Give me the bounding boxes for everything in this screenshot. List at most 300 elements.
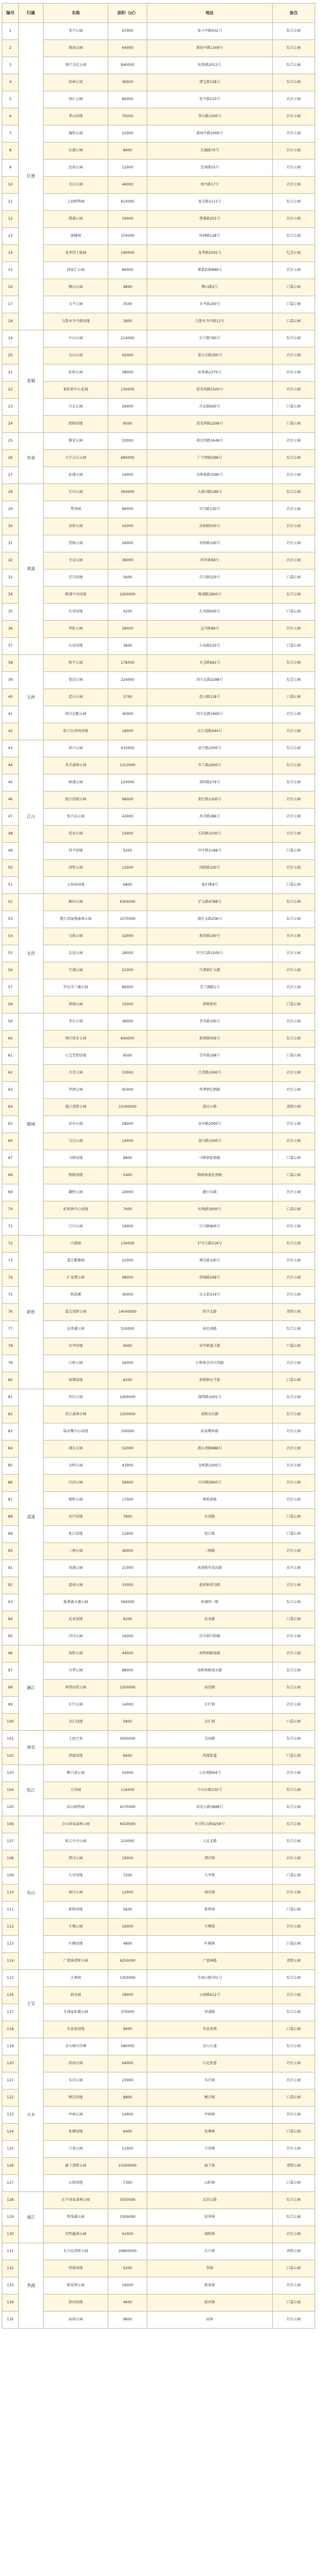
cell-address: 吕巷镇 — [147, 2141, 273, 2158]
cell-name: 鲁迅公园 — [44, 672, 108, 689]
cell-name: 亭林公园 — [44, 2107, 108, 2124]
cell-number: 65 — [2, 1116, 19, 1133]
cell-address: 东江湾路444号 — [147, 723, 273, 740]
table-row — [2, 2226, 315, 2243]
cell-area: 130000 — [108, 382, 147, 399]
cell-area: 42000 — [108, 518, 147, 535]
cell-address: 山阳镇 — [147, 2175, 273, 2192]
cell-number: 78 — [2, 1338, 19, 1355]
cell-area: 5200 — [108, 843, 147, 860]
cell-area: 22000 — [108, 1253, 147, 1270]
table-row — [2, 108, 315, 125]
cell-note: 口袋公园 — [273, 1611, 315, 1628]
cell-area: 26000 — [108, 1355, 147, 1372]
cell-district: 红莲 — [19, 23, 44, 330]
cell-name: 新江湾城公园 — [44, 792, 108, 809]
cell-address: 朱泾镇 — [147, 2072, 273, 2090]
cell-name: 车墩公园 — [44, 1919, 108, 1936]
cell-note: 社区公园 — [273, 501, 315, 518]
cell-name: 张江绿地 — [44, 1526, 108, 1543]
cell-name: 川沙公园 — [44, 1475, 108, 1492]
cell-address: 城桥镇 — [147, 2226, 273, 2243]
cell-name: 洞泾公园 — [44, 1885, 108, 1902]
cell-area: 12000 — [108, 1885, 147, 1902]
cell-number: 79 — [2, 1355, 19, 1372]
cell-number: 71 — [2, 1219, 19, 1236]
cell-name: 凯桥绿地 — [44, 416, 108, 433]
cell-area: 214000 — [108, 330, 147, 347]
cell-name: 石泉绿地 — [44, 638, 108, 655]
cell-address: 宛平路210号 — [147, 91, 273, 108]
cell-note: 综合公园 — [273, 757, 315, 774]
table-row — [2, 1184, 315, 1201]
cell-note: 综合公园 — [273, 2004, 315, 2021]
cell-note: 口袋公园 — [273, 877, 315, 894]
cell-area: 433000 — [108, 740, 147, 757]
cell-note: 口袋公园 — [273, 1150, 315, 1167]
cell-name: 乌鲁木齐中路绿地 — [44, 313, 108, 330]
cell-area: 9800 — [108, 2312, 147, 2329]
cell-address: 西渡街道 — [147, 1748, 273, 1765]
cell-name: 梅陇绿地 — [44, 1167, 108, 1184]
cell-number: 94 — [2, 1611, 19, 1628]
cell-name: 廊下郊野公园 — [44, 2158, 108, 2175]
cell-address: 三林路 — [147, 1543, 273, 1560]
cell-area: 36000 — [108, 1543, 147, 1560]
cell-number: 102 — [2, 1748, 19, 1765]
cell-note: 口袋公园 — [273, 689, 315, 706]
cell-area: 44000 — [108, 1645, 147, 1663]
cell-name: 浦江郊野公园 — [44, 1099, 108, 1116]
cell-note: 综合公园 — [273, 774, 315, 792]
cell-area: 810000 — [108, 194, 147, 211]
cell-address: 廊下镇 — [147, 2158, 273, 2175]
cell-address: 牡丹江路1500号 — [147, 945, 273, 962]
cell-area: 5800 — [108, 1714, 147, 1731]
table-row — [2, 2107, 315, 2124]
cell-number: 18 — [2, 313, 19, 330]
cell-area: 30000 — [108, 1287, 147, 1304]
cell-note: 社区公园 — [273, 723, 315, 740]
table-row — [2, 245, 315, 262]
cell-area: 6400 — [108, 2124, 147, 2141]
cell-address: 南桥镇解放路 — [147, 1645, 273, 1663]
cell-number: 104 — [2, 1782, 19, 1799]
cell-address: 金山大道 — [147, 2038, 273, 2055]
cell-area: 97000 — [108, 23, 147, 40]
cell-area: 88000 — [108, 1663, 147, 1680]
cell-area: 42000 — [108, 347, 147, 365]
cell-name: 古美公园 — [44, 1065, 108, 1082]
cell-number: 128 — [2, 2192, 19, 2209]
cell-number: 98 — [2, 1680, 19, 1697]
table-row — [2, 125, 315, 143]
cell-number: 119 — [2, 2038, 19, 2055]
cell-number: 108 — [2, 1850, 19, 1868]
cell-number: 73 — [2, 1253, 19, 1270]
cell-name: 衡山公园 — [44, 279, 108, 296]
cell-area: 130000 — [108, 1236, 147, 1253]
cell-address: 博乐路100号 — [147, 1253, 273, 1270]
cell-name: 和平公园 — [44, 655, 108, 672]
cell-number: 111 — [2, 1902, 19, 1919]
cell-note: 社区公园 — [273, 382, 315, 399]
table-row — [2, 996, 315, 1014]
cell-number: 66 — [2, 1133, 19, 1150]
cell-number: 106 — [2, 1816, 19, 1833]
cell-district: 东山 — [19, 1816, 44, 1970]
cell-address: 虹桥路2370号 — [147, 365, 273, 382]
cell-name: 上海植物园 — [44, 194, 108, 211]
cell-number: 68 — [2, 1167, 19, 1184]
cell-address: 洞泾镇 — [147, 1885, 273, 1902]
cell-area: 19000 — [108, 1219, 147, 1236]
cell-number: 116 — [2, 1987, 19, 2004]
cell-number: 10 — [2, 177, 19, 194]
table-row — [2, 1406, 315, 1423]
cell-area: 42000 — [108, 2226, 147, 2243]
cell-area: 86000 — [108, 262, 147, 279]
cell-note: 社区公园 — [273, 962, 315, 979]
cell-area: 86000 — [108, 501, 147, 518]
table-row — [2, 1885, 315, 1902]
cell-area: 32000 — [108, 928, 147, 945]
cell-note: 社区公园 — [273, 1253, 315, 1270]
table-row — [2, 296, 315, 313]
cell-note: 口袋公园 — [273, 2294, 315, 2312]
cell-address: 长寿路600号 — [147, 604, 273, 621]
cell-address: 锦绣路1001号 — [147, 1389, 273, 1406]
cell-area: 3500 — [108, 296, 147, 313]
cell-name: 霍山公园 — [44, 689, 108, 706]
cell-address: 志丹路88号 — [147, 621, 273, 638]
cell-number: 89 — [2, 1526, 19, 1543]
cell-area: 19000 — [108, 1850, 147, 1868]
cell-note: 口袋公园 — [273, 1048, 315, 1065]
cell-name: 金山城市沙滩 — [44, 2038, 108, 2055]
cell-number: 126 — [2, 2158, 19, 2175]
cell-address: 延安西路2299号 — [147, 416, 273, 433]
cell-note: 郊野公园 — [273, 1099, 315, 1116]
cell-address: 凌桥高东路 — [147, 1406, 273, 1423]
cell-number: 39 — [2, 672, 19, 689]
cell-address: 新镇路456号 — [147, 1031, 273, 1048]
cell-number: 26 — [2, 450, 19, 467]
cell-name: 古北公园 — [44, 399, 108, 416]
cell-number: 101 — [2, 1731, 19, 1748]
cell-note: 社区公园 — [273, 945, 315, 962]
cell-number: 21 — [2, 365, 19, 382]
cell-area: 6200 — [108, 1372, 147, 1389]
cell-number: 56 — [2, 962, 19, 979]
cell-note: 综合公园 — [273, 40, 315, 57]
cell-note: 社区公园 — [273, 91, 315, 108]
cell-name: 新桥绿地 — [44, 1902, 108, 1919]
cell-note: 口袋公园 — [273, 1201, 315, 1219]
cell-area: 7600 — [108, 1201, 147, 1219]
table-row — [2, 1919, 315, 1936]
cell-name: 长风公园 — [44, 484, 108, 501]
table-row — [2, 23, 315, 40]
cell-name: 松江中央公园 — [44, 1833, 108, 1850]
cell-area: 46000 — [108, 177, 147, 194]
cell-area: 16000 — [108, 2277, 147, 2294]
cell-name: 山阳绿地 — [44, 2175, 108, 2192]
cell-note: 社区公园 — [273, 125, 315, 143]
cell-number: 17 — [2, 296, 19, 313]
cell-address: 洋泾镇巨野路 — [147, 1628, 273, 1645]
cell-area: 7200 — [108, 1868, 147, 1885]
cell-name: 张堰绿地 — [44, 2124, 108, 2141]
cell-number: 50 — [2, 860, 19, 877]
cell-name: 杨浦公园 — [44, 774, 108, 792]
cell-address: 延安西路1500号 — [147, 382, 273, 399]
cell-note: 社区公园 — [273, 860, 315, 877]
cell-address: 周浦镇年家浜路 — [147, 1560, 273, 1577]
cell-note: 社区公园 — [273, 1287, 315, 1304]
cell-name: 友谊公园 — [44, 945, 108, 962]
cell-note: 综合公园 — [273, 2209, 315, 2226]
cell-address: 古北路600号 — [147, 399, 273, 416]
cell-number: 7 — [2, 125, 19, 143]
cell-note: 社区公园 — [273, 826, 315, 843]
cell-number: 30 — [2, 518, 19, 535]
cell-note: 口袋公园 — [273, 279, 315, 296]
cell-address: 环湖西一路 — [147, 1594, 273, 1611]
cell-number: 5 — [2, 91, 19, 108]
cell-number: 33 — [2, 569, 19, 587]
cell-address: 中山东路235号 — [147, 1782, 273, 1799]
table-row — [2, 382, 315, 399]
table-row — [2, 1936, 315, 1953]
cell-name: 黄兴公园 — [44, 740, 108, 757]
cell-area: 58000 — [108, 1475, 147, 1492]
cell-name: 江桥公园 — [44, 1355, 108, 1372]
cell-note: 社区公园 — [273, 1116, 315, 1133]
cell-name: 梦清园 — [44, 501, 108, 518]
cell-name: 浦东公园 — [44, 1441, 108, 1458]
cell-note: 社区公园 — [273, 211, 315, 228]
cell-area: 36000 — [108, 552, 147, 569]
cell-address: 虹桥路2012号 — [147, 57, 273, 74]
cell-name: 古华公园 — [44, 1663, 108, 1680]
cell-address: 朱家角镇 — [147, 2021, 273, 2038]
table-row — [2, 587, 315, 604]
table-row — [2, 518, 315, 535]
cell-note: 综合公园 — [273, 57, 315, 74]
table-row — [2, 1680, 315, 1697]
cell-address: 安亭镇墨玉路 — [147, 1338, 273, 1355]
cell-area: 45000 — [108, 1082, 147, 1099]
cell-address: 天平路200号 — [147, 296, 273, 313]
cell-name: 莘庄公园 — [44, 1014, 108, 1031]
cell-name: 方塔园 — [44, 1782, 108, 1799]
cell-area: 5400 — [108, 1167, 147, 1184]
cell-number: 61 — [2, 1048, 19, 1065]
cell-name: 滨海公园 — [44, 2055, 108, 2072]
table-row — [2, 2243, 315, 2260]
cell-address: 陆家嘴环路 — [147, 1423, 273, 1441]
table-row — [2, 40, 315, 57]
cell-name: 金汇绿地 — [44, 1714, 108, 1731]
cell-note: 社区公园 — [273, 1475, 315, 1492]
cell-address: 惠南镇拱为路 — [147, 1577, 273, 1594]
cell-address: 新河镇 — [147, 2294, 273, 2312]
cell-area: 50000 — [108, 1765, 147, 1782]
cell-address: 外青松公路9258号 — [147, 1816, 273, 1833]
cell-number: 23 — [2, 399, 19, 416]
cell-district: 桐城 — [19, 1014, 44, 1236]
cell-name: 马桥绿地 — [44, 1150, 108, 1167]
table-row — [2, 1816, 315, 1833]
table-row — [2, 160, 315, 177]
cell-note: 口袋公园 — [273, 1936, 315, 1953]
cell-note: 社区公园 — [273, 706, 315, 723]
cell-note: 社区公园 — [273, 2277, 315, 2294]
cell-name: 长寿绿地 — [44, 604, 108, 621]
cell-district: 北岸 — [19, 894, 44, 1014]
cell-name: 高行绿地 — [44, 1509, 108, 1526]
cell-name: 吴淞公园 — [44, 928, 108, 945]
cell-note: 口袋公园 — [273, 1372, 315, 1389]
cell-address: 华漕镇纪鹤路 — [147, 1082, 273, 1099]
cell-number: 22 — [2, 382, 19, 399]
cell-number: 41 — [2, 706, 19, 723]
cell-number: 87 — [2, 1492, 19, 1509]
cell-number: 62 — [2, 1065, 19, 1082]
cell-area: 840000 — [108, 57, 147, 74]
cell-name: 世纪公园 — [44, 1389, 108, 1406]
cell-number: 13 — [2, 228, 19, 245]
cell-number: 54 — [2, 928, 19, 945]
cell-note: 口袋公园 — [273, 1509, 315, 1526]
cell-address: 川沙路5600号 — [147, 1475, 273, 1492]
cell-address: 石泉路220号 — [147, 638, 273, 655]
table-row — [2, 1833, 315, 1850]
cell-name: 光启公园 — [44, 177, 108, 194]
cell-note: 社区公园 — [273, 1219, 315, 1236]
cell-note: 综合公园 — [273, 228, 315, 245]
cell-area: 116000 — [108, 1782, 147, 1799]
table-row — [2, 1082, 315, 1099]
cell-name: 真如公园 — [44, 518, 108, 535]
cell-note: 综合公园 — [273, 1782, 315, 1799]
table-row — [2, 1253, 315, 1270]
table-row — [2, 792, 315, 809]
cell-note: 社区公园 — [273, 177, 315, 194]
table-row — [2, 672, 315, 689]
cell-area: 22000 — [108, 125, 147, 143]
cell-note: 社区公园 — [273, 2072, 315, 2090]
cell-name: 堡镇绿地 — [44, 2260, 108, 2277]
cell-name: 顾村公园 — [44, 894, 108, 911]
cell-area: 14000000 — [108, 1304, 147, 1321]
cell-name: 东平国家森林公园 — [44, 2192, 108, 2209]
table-row — [2, 467, 315, 484]
cell-area: 28000 — [108, 945, 147, 962]
cell-note: 综合公园 — [273, 1236, 315, 1253]
cell-district: 澜江 — [19, 1645, 44, 1731]
table-row — [2, 1150, 315, 1167]
cell-area: 75000 — [108, 108, 147, 125]
cell-name: 吕巷公园 — [44, 2141, 108, 2158]
cell-name: 庙镇公园 — [44, 2312, 108, 2329]
table-row — [2, 638, 315, 655]
table-row — [2, 860, 315, 877]
cell-area: 2800 — [108, 313, 147, 330]
cell-number: 91 — [2, 1560, 19, 1577]
cell-address: 广富林路 — [147, 1953, 273, 1970]
cell-name: 甘泉公园 — [44, 552, 108, 569]
cell-area: 33000 — [108, 433, 147, 450]
cell-number: 86 — [2, 1475, 19, 1492]
table-row — [2, 1509, 315, 1526]
cell-district: 新桥 — [19, 1236, 44, 1389]
cell-number: 9 — [2, 160, 19, 177]
cell-number: 69 — [2, 1184, 19, 1201]
header-address: 地址 — [147, 4, 273, 23]
header-row — [2, 4, 315, 23]
cell-note: 社区公园 — [273, 347, 315, 365]
cell-note: 社区公园 — [273, 535, 315, 552]
cell-address: 衡山路2号 — [147, 279, 273, 296]
cell-note: 综合公园 — [273, 1799, 315, 1816]
cell-address: 淞滨路100号 — [147, 928, 273, 945]
cell-area: 21000000 — [108, 2158, 147, 2175]
cell-area: 560000 — [108, 1594, 147, 1611]
cell-number: 134 — [2, 2294, 19, 2312]
cell-note: 口袋公园 — [273, 2124, 315, 2141]
cell-name: 临港滴水湖公园 — [44, 1594, 108, 1611]
cell-note: 社区公园 — [273, 1014, 315, 1031]
table-row — [2, 1201, 315, 1219]
cell-name: 朱泾公园 — [44, 2072, 108, 2090]
table-row — [2, 1560, 315, 1577]
table-row — [2, 1167, 315, 1184]
table-row — [2, 279, 315, 296]
cell-name: 泗塘公园 — [44, 996, 108, 1014]
table-row — [2, 979, 315, 996]
cell-area: 5600 — [108, 1902, 147, 1919]
cell-note: 综合公园 — [273, 1389, 315, 1406]
table-row — [2, 911, 315, 928]
table-row — [2, 1014, 315, 1031]
cell-area: 3300000 — [108, 2209, 147, 2226]
cell-number: 121 — [2, 2072, 19, 2090]
cell-area: 34000 — [108, 211, 147, 228]
cell-number: 93 — [2, 1594, 19, 1611]
cell-address: 宜川路320号 — [147, 569, 273, 587]
header-district: 归属 — [19, 4, 44, 23]
cell-note: 社区公园 — [273, 433, 315, 450]
cell-number: 120 — [2, 2055, 19, 2072]
cell-number: 85 — [2, 1458, 19, 1475]
cell-address: 华浦路 — [147, 2004, 273, 2021]
cell-area: 11000 — [108, 2141, 147, 2158]
cell-area: 1400000 — [108, 1389, 147, 1406]
cell-address: 青年路188号 — [147, 1048, 273, 1065]
cell-address: 浦东南路888号 — [147, 1441, 273, 1458]
cell-address: 颛兴东路 — [147, 1184, 273, 1201]
table-row — [2, 809, 315, 826]
cell-number: 122 — [2, 2090, 19, 2107]
cell-note: 综合公园 — [273, 1731, 315, 1748]
header-number: 编号 — [2, 4, 19, 23]
cell-number: 42 — [2, 723, 19, 740]
table-row — [2, 2175, 315, 2192]
cell-area: 224000 — [108, 672, 147, 689]
cell-name: 新河绿地 — [44, 2294, 108, 2312]
